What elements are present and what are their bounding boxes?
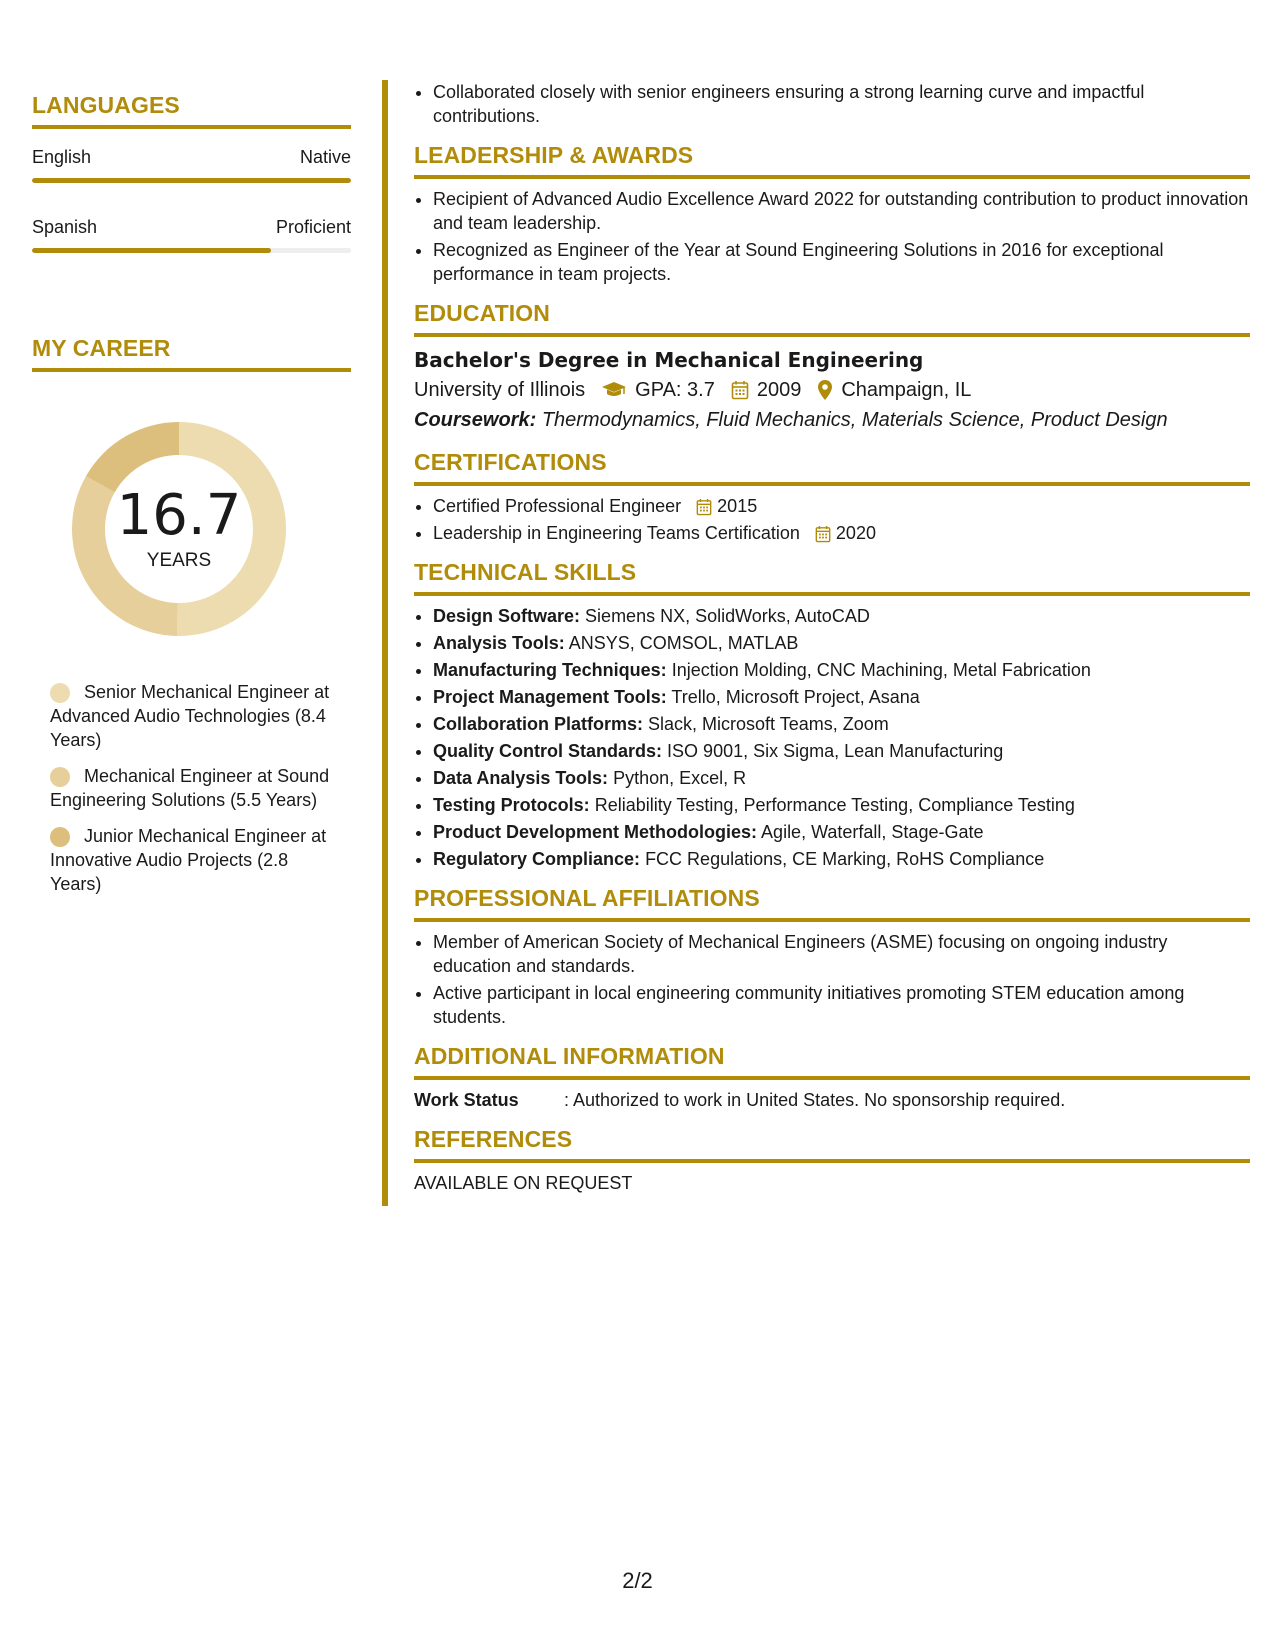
skill-label: Design Software: [433,606,581,626]
skill-label: Project Management Tools: [433,687,667,707]
education-details [414,375,1250,405]
career-title: MY CAREER [32,335,351,372]
coursework-label: Coursework: [414,409,537,431]
language-bar-fill [32,178,351,183]
calendar-icon [696,498,712,516]
skill-value: Injection Molding, CNC Machining, Metal Fabrication [671,660,1091,680]
certification-year: 2015 [717,496,758,516]
certification-name: Leadership in Engineering Teams Certification [433,523,800,543]
languages-title: LANGUAGES [32,92,351,129]
location-pin-icon [817,379,833,401]
certifications-list [414,494,1250,545]
skill-value: Siemens NX, SolidWorks, AutoCAD [585,606,870,626]
affiliations-list [414,930,1250,1029]
graduation-year: 2009 [756,379,802,401]
skill-item [433,658,1250,682]
language-level: Proficient [275,217,351,237]
skill-item [433,604,1250,628]
legend-dot [50,683,70,703]
career-role-label: Junior Mechanical Engineer at Innovative Audio Projects (2.8 Years) [50,826,327,894]
skill-value: FCC Regulations, CE Marking, RoHS Compliance [645,849,1045,869]
references-text: AVAILABLE ON REQUEST [414,1173,633,1193]
leadership-bullets [414,187,1250,286]
skill-item [433,793,1250,817]
skill-item [433,766,1250,790]
language-bar-fill [32,248,271,253]
language-name: Spanish [32,217,98,237]
coursework-list: Thermodynamics, Fluid Mechanics, Materials Science, Product Design [541,409,1168,431]
calendar-icon [731,380,749,400]
work-status-row [414,1088,1250,1112]
certification-name: Certified Professional Engineer [433,496,682,516]
leadership-bullet: • Recognized as Engineer of the Year at Sound Engineering Solutions in 2016 for exceptional performance in team projects. [433,238,1250,286]
gpa: GPA: 3.7 [635,379,715,401]
certification-item [433,494,1250,518]
skill-label: Regulatory Compliance: [433,849,641,869]
language-name: English [32,147,92,167]
language-bar [32,178,351,183]
column-divider [382,80,388,1206]
skill-value: ANSYS, COMSOL, MATLAB [568,633,799,653]
skill-label: Testing Protocols: [433,795,590,815]
language-item [32,217,351,253]
skill-value: Trello, Microsoft Project, Asana [671,687,920,707]
work-status-label: Work Status [414,1090,519,1110]
career-legend [50,680,330,896]
career-donut-chart [66,416,292,642]
skills-title: TECHNICAL SKILLS [414,559,1250,596]
skill-item [433,685,1250,709]
right-column [414,80,1250,1195]
skill-label: Manufacturing Techniques: [433,660,667,680]
skill-value: Slack, Microsoft Teams, Zoom [648,714,889,734]
certifications-title: CERTIFICATIONS [414,449,1250,486]
skill-value: Python, Excel, R [613,768,747,788]
education-title: EDUCATION [414,300,1250,337]
career-legend-item [50,680,330,752]
school-location: Champaign, IL [841,379,972,401]
career-role-label: Mechanical Engineer at Sound Engineering Solutions (5.5 Years) [50,766,330,810]
leadership-title: LEADERSHIP & AWARDS [414,142,1250,179]
left-column [32,92,351,908]
legend-dot [50,827,70,847]
career-total-years: 16.7 [116,483,242,548]
skill-value: Reliability Testing, Performance Testing, Compliance Testing [594,795,1075,815]
skill-value: ISO 9001, Six Sigma, Lean Manufacturing [667,741,1004,761]
skill-item [433,847,1250,871]
language-item [32,147,351,183]
legend-dot [50,767,70,787]
career-role-label: Senior Mechanical Engineer at Advanced Audio Technologies (8.4 Years) [50,682,330,750]
school-name: University of Illinois [414,379,586,401]
skill-label: Collaboration Platforms: [433,714,644,734]
affiliations-title: PROFESSIONAL AFFILIATIONS [414,885,1250,922]
language-bar [32,248,351,253]
certification-item [433,521,1250,545]
skill-value: Agile, Waterfall, Stage-Gate [761,822,984,842]
page-number: 2/2 [622,1568,653,1593]
skills-list [414,604,1250,871]
skill-label: Quality Control Standards: [433,741,663,761]
skill-item [433,712,1250,736]
skill-item [433,820,1250,844]
skill-label: Product Development Methodologies: [433,822,758,842]
donut-center [66,416,292,642]
career-legend-item [50,824,330,896]
language-level: Native [299,147,351,167]
skill-label: Data Analysis Tools: [433,768,609,788]
additional-info-title: ADDITIONAL INFORMATION [414,1043,1250,1080]
graduation-cap-icon [601,381,627,399]
degree-name: Bachelor's Degree in Mechanical Engineering [414,348,924,372]
certification-year: 2020 [835,523,876,543]
calendar-icon [815,525,831,543]
experience-bullets [414,80,1250,128]
career-legend-item [50,764,330,812]
skill-item [433,631,1250,655]
education-entry [414,345,1250,435]
skill-label: Analysis Tools: [433,633,565,653]
experience-bullet: • Collaborated closely with senior engineers ensuring a strong learning curve and impactful contributions. [433,80,1250,128]
skill-item [433,739,1250,763]
affiliation-bullet: • Active participant in local engineering community initiatives promoting STEM education among students. [433,981,1250,1029]
coursework [414,405,1250,435]
work-status-value: : Authorized to work in United States. No sponsorship required. [564,1090,1066,1110]
career-total-unit: YEARS [146,550,212,571]
references-title: REFERENCES [414,1126,1250,1163]
affiliation-bullet: • Member of American Society of Mechanical Engineers (ASME) focusing on ongoing industry education and standards. [433,930,1250,978]
leadership-bullet: • Recipient of Advanced Audio Excellence Award 2022 for outstanding contribution to product innovation and team leadership. [433,187,1250,235]
